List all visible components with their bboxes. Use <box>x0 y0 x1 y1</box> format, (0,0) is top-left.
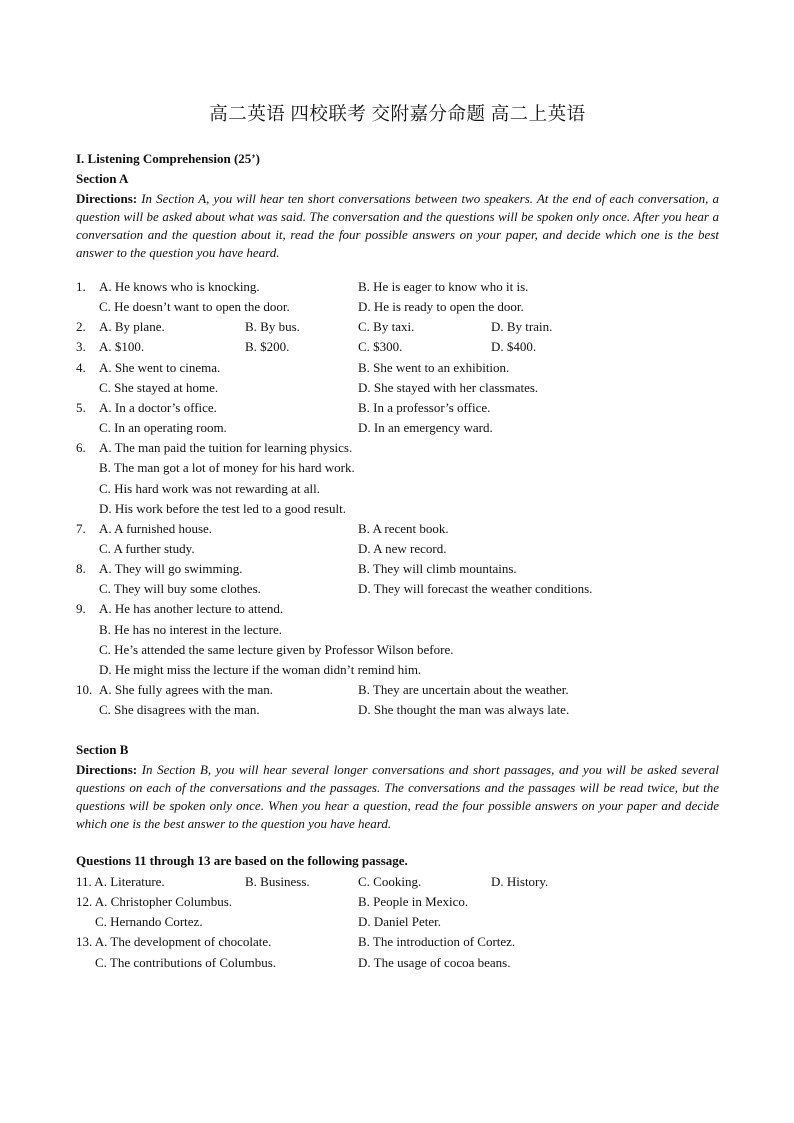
question-line <box>76 297 719 317</box>
question-line <box>76 539 719 559</box>
question-line <box>76 277 719 297</box>
question-number: 9. <box>76 601 86 617</box>
question-number: 3. <box>76 339 86 355</box>
question-number: 1. <box>76 279 86 294</box>
answer-option: B. In a professor’s office. <box>358 399 491 415</box>
question-line <box>76 953 719 973</box>
question-line <box>76 599 719 619</box>
answer-option: B. They will climb mountains. <box>358 561 517 577</box>
answer-option: A. They will go swimming. <box>99 561 243 577</box>
answer-option: B. People in Mexico. <box>358 894 469 910</box>
passage-heading: Questions 11 through 13 are based on the following passage. <box>76 853 408 868</box>
answer-option: B. $200. <box>245 339 290 355</box>
question-number: 4. <box>76 359 86 375</box>
question-line <box>76 872 719 892</box>
question-number: 10. <box>76 682 93 697</box>
question-line <box>76 579 719 599</box>
answer-option: D. A new record. <box>358 540 447 556</box>
answer-option: A. The man paid the tuition for learning physics. <box>99 440 353 456</box>
question-number: 6. <box>76 440 86 456</box>
answer-option: D. Daniel Peter. <box>358 914 442 930</box>
answer-option: C. The contributions of Columbus. <box>95 954 277 970</box>
answer-option: D. She stayed with her classmates. <box>358 379 539 395</box>
question-line <box>76 358 719 378</box>
answer-option: A. He knows who is knocking. <box>99 279 260 294</box>
answer-option: D. In an emergency ward. <box>358 420 493 436</box>
section-b-directions <box>76 761 719 833</box>
page-title: 高二英语 四校联考 交附嘉分命题 高二上英语 <box>209 105 586 125</box>
answer-option: D. The usage of cocoa beans. <box>358 954 511 970</box>
answer-option: C. By taxi. <box>358 319 415 335</box>
answer-option: 11. A. Literature. <box>76 874 165 889</box>
question-line <box>76 932 719 952</box>
question-line <box>76 912 719 932</box>
question-number: 5. <box>76 399 86 415</box>
answer-option: B. By bus. <box>245 319 300 335</box>
answer-option: C. She disagrees with the man. <box>99 702 260 718</box>
answer-option: A. She fully agrees with the man. <box>99 682 274 697</box>
answer-option: C. Cooking. <box>358 874 422 889</box>
answer-option: D. $400. <box>491 339 537 355</box>
question-line <box>76 398 719 418</box>
question-line <box>76 680 719 700</box>
section-a-directions <box>76 190 719 262</box>
answer-option: B. The man got a lot of money for his hard work. <box>99 460 355 476</box>
answer-option: D. His work before the test led to a good result. <box>99 500 346 516</box>
answer-option: A. By plane. <box>99 319 165 335</box>
question-line <box>76 892 719 912</box>
answer-option: C. In an operating room. <box>99 420 227 436</box>
directions-label: Directions: <box>76 762 138 777</box>
answer-option: 12. A. Christopher Columbus. <box>76 894 233 910</box>
answer-option: C. $300. <box>358 339 403 355</box>
answer-option: 13. A. The development of chocolate. <box>76 934 272 950</box>
answer-option: D. He might miss the lecture if the woman didn’t remind him. <box>99 661 422 677</box>
question-number: 2. <box>76 319 86 335</box>
answer-option: C. A further study. <box>99 540 195 556</box>
question-line <box>76 700 719 720</box>
answer-option: D. They will forecast the weather conditions. <box>358 581 593 597</box>
answer-option: C. He doesn’t want to open the door. <box>99 299 290 315</box>
question-line <box>76 660 719 680</box>
answer-option: D. History. <box>491 874 549 889</box>
question-line <box>76 418 719 438</box>
answer-option: C. His hard work was not rewarding at all. <box>99 480 320 496</box>
answer-option: C. Hernando Cortez. <box>95 914 203 930</box>
question-line <box>76 378 719 398</box>
answer-option: A. A furnished house. <box>99 520 213 536</box>
answer-option: C. She stayed at home. <box>99 379 219 395</box>
section-a-heading: Section A <box>76 171 129 186</box>
question-line <box>76 640 719 660</box>
answer-option: B. He is eager to know who it is. <box>358 279 529 294</box>
answer-option: B. Business. <box>245 874 310 889</box>
question-line <box>76 317 719 337</box>
question-line <box>76 519 719 539</box>
answer-option: B. A recent book. <box>358 520 449 536</box>
answer-option: B. He has no interest in the lecture. <box>99 621 283 637</box>
question-line <box>76 337 719 357</box>
answer-option: B. She went to an exhibition. <box>358 359 510 375</box>
answer-option: B. They are uncertain about the weather. <box>358 682 569 697</box>
answer-option: D. By train. <box>491 319 553 335</box>
answer-option: D. He is ready to open the door. <box>358 299 524 315</box>
question-line <box>76 559 719 579</box>
answer-option: C. They will buy some clothes. <box>99 581 261 597</box>
question-line <box>76 620 719 640</box>
directions-text: In Section A, you will hear ten short conversations between two speakers. At the end of each conversation, a question will be asked about what was said. The conversation and the questions will be spoken only once. After you hear a conversation and the question about it, read the four possible answers on your paper, and decide which one is the best answer to the question you have heard. <box>76 191 720 260</box>
section-b-heading: Section B <box>76 742 129 757</box>
answer-option: A. In a doctor’s office. <box>99 399 217 415</box>
answer-option: B. The introduction of Cortez. <box>358 934 516 950</box>
answer-option: A. $100. <box>99 339 145 355</box>
question-line <box>76 438 719 458</box>
answer-option: A. She went to cinema. <box>99 359 221 375</box>
question-line <box>76 499 719 519</box>
part-heading: I. Listening Comprehension (25’) <box>76 151 260 166</box>
question-number: 7. <box>76 520 86 536</box>
directions-label: Directions: <box>76 191 138 206</box>
answer-option: C. He’s attended the same lecture given by Professor Wilson before. <box>99 641 454 657</box>
directions-text: In Section B, you will hear several longer conversations and short passages, and you will be asked several questions on each of the conversations and the passages. The conversations and the passages will be read twice, but the questions will be spoken only once. When you hear a question, read the four possible answers on your paper and decide which one is the best answer to the question you have heard. <box>76 762 720 831</box>
question-number: 8. <box>76 561 86 577</box>
answer-option: D. She thought the man was always late. <box>358 702 570 718</box>
question-line <box>76 458 719 478</box>
answer-option: A. He has another lecture to attend. <box>99 601 284 617</box>
question-line <box>76 479 719 499</box>
